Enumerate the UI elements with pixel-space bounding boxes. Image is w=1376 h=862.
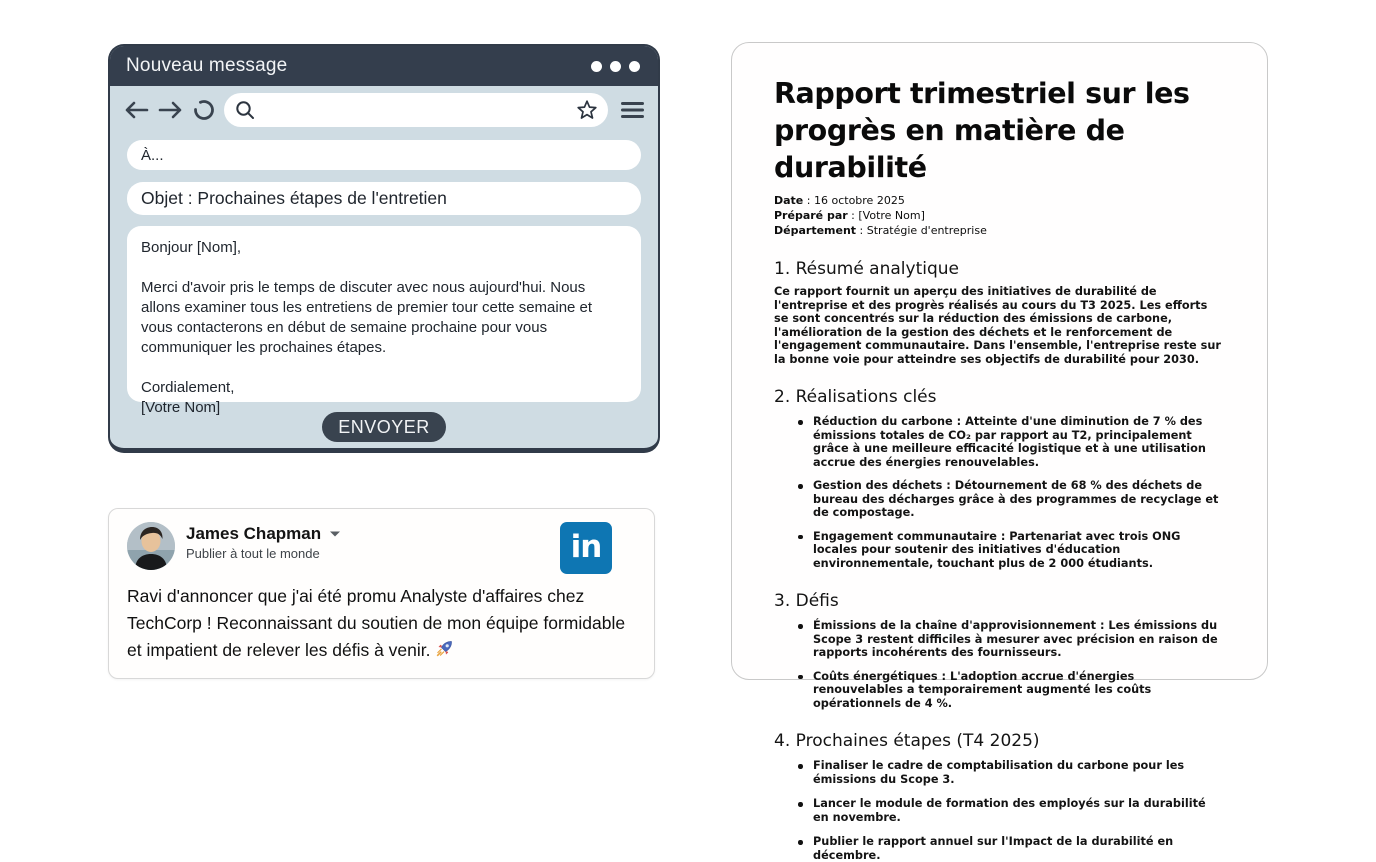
bullet-item: Lancer le module de formation des employés sur la durabilité en novembre. — [796, 797, 1223, 824]
meta-department: Département : Stratégie d'entreprise — [774, 224, 987, 237]
section-challenges — [774, 591, 1223, 710]
bullet-item: Gestion des déchets : Détournement de 68 % des déchets de bureau des décharges grâce à des programmes de recyclage et de compostage. — [796, 479, 1223, 520]
author-name[interactable]: James Chapman — [186, 524, 322, 543]
email-greeting: Bonjour [Nom], — [141, 239, 242, 256]
section-executive-summary — [774, 259, 1223, 366]
bullet-item: Réduction du carbone : Atteinte d'une diminution de 7 % des émissions totales de CO₂ par rapport au T2, principalement grâce à une meilleure efficacité logistique et à une utilisation accrue des énergies renouvelables. — [796, 415, 1223, 469]
window-control-dot[interactable] — [591, 61, 602, 72]
email-compose-window — [108, 44, 660, 453]
forward-arrow-icon[interactable] — [157, 99, 185, 121]
linkedin-post-card — [108, 508, 655, 679]
send-button[interactable]: ENVOYER — [322, 412, 446, 442]
report-document — [731, 42, 1268, 862]
section-key-achievements — [774, 387, 1223, 570]
window-control-dot[interactable] — [610, 61, 621, 72]
window-title: Nouveau message — [126, 55, 288, 76]
star-icon[interactable] — [575, 98, 599, 122]
audience-selector[interactable]: Publier à tout le monde — [186, 546, 320, 561]
chevron-down-icon[interactable] — [329, 530, 341, 538]
window-titlebar[interactable] — [110, 46, 658, 86]
refresh-icon[interactable] — [192, 98, 216, 122]
section-paragraph: Ce rapport fournit un aperçu des initiatives de durabilité de l'entreprise et des progrès réalisés au cours du T3 2025. Les efforts se sont concentrés sur la réduction des émissions de carbone, l'amélioration de la gestion des déchets et le renforcement de l'engagement communautaire. Dans l'ensemble, l'entreprise reste sur la bonne voie pour atteindre ses objectifs de durabilité pour 2030. — [774, 285, 1221, 366]
bullet-item: Émissions de la chaîne d'approvisionnement : Les émissions du Scope 3 restent difficiles à mesurer avec précision en raison de rapports incohérents des fournisseurs. — [796, 619, 1223, 660]
report-meta — [774, 193, 1223, 238]
linkedin-logo-text: in — [570, 529, 602, 565]
to-field[interactable] — [127, 140, 641, 170]
report-title: Rapport trimestriel sur les progrès en matière de durabilité — [774, 77, 1190, 184]
meta-date: Date : 16 octobre 2025 — [774, 194, 905, 207]
section-heading: 1. Résumé analytique — [774, 259, 959, 279]
search-input[interactable] — [224, 93, 608, 127]
meta-prepared-by: Préparé par : [Votre Nom] — [774, 209, 925, 222]
section-heading: 4. Prochaines étapes (T4 2025) — [774, 731, 1040, 751]
section-heading: 3. Défis — [774, 591, 839, 611]
email-paragraph: Merci d'avoir pris le temps de discuter avec nous aujourd'hui. Nous allons examiner tous les entretiens de premier tour cette semaine et vous contacterons en début de semaine prochaine pour vous communiquer les prochaines étapes. — [141, 279, 593, 356]
window-controls[interactable] — [591, 61, 640, 72]
subject-field-text: Objet : Prochaines étapes de l'entretien — [141, 188, 447, 208]
search-icon — [234, 99, 256, 121]
to-field-text: À... — [141, 146, 164, 164]
browser-toolbar — [110, 86, 658, 134]
avatar[interactable] — [127, 522, 175, 570]
post-text: Ravi d'annoncer que j'ai été promu Analyste d'affaires chez TechCorp ! Reconnaissant du soutien de mon équipe formidable et impatient de relever les défis à venir. — [109, 583, 654, 666]
email-closing: Cordialement, — [141, 379, 235, 396]
rocket-emoji — [435, 639, 454, 666]
back-arrow-icon[interactable] — [122, 99, 150, 121]
window-control-dot[interactable] — [629, 61, 640, 72]
linkedin-logo — [560, 522, 612, 574]
bullet-item: Finaliser le cadre de comptabilisation du carbone pour les émissions du Scope 3. — [796, 759, 1223, 786]
subject-field[interactable] — [127, 182, 641, 215]
menu-icon[interactable] — [621, 101, 644, 119]
email-body-field[interactable] — [127, 226, 641, 416]
bullet-item: Publier le rapport annuel sur l'Impact de la durabilité en décembre. — [796, 835, 1223, 862]
section-next-steps — [774, 731, 1223, 862]
bullet-item: Coûts énergétiques : L'adoption accrue d'énergies renouvelables a temporairement augmenté les coûts opérationnels de 4 %. — [796, 670, 1223, 711]
section-heading: 2. Réalisations clés — [774, 387, 937, 407]
email-signature: [Votre Nom] — [141, 399, 221, 416]
bullet-item: Engagement communautaire : Partenariat avec trois ONG locales pour soutenir des initiatives d'éducation environnementale, touchant plus de 2 000 étudiants. — [796, 530, 1223, 571]
